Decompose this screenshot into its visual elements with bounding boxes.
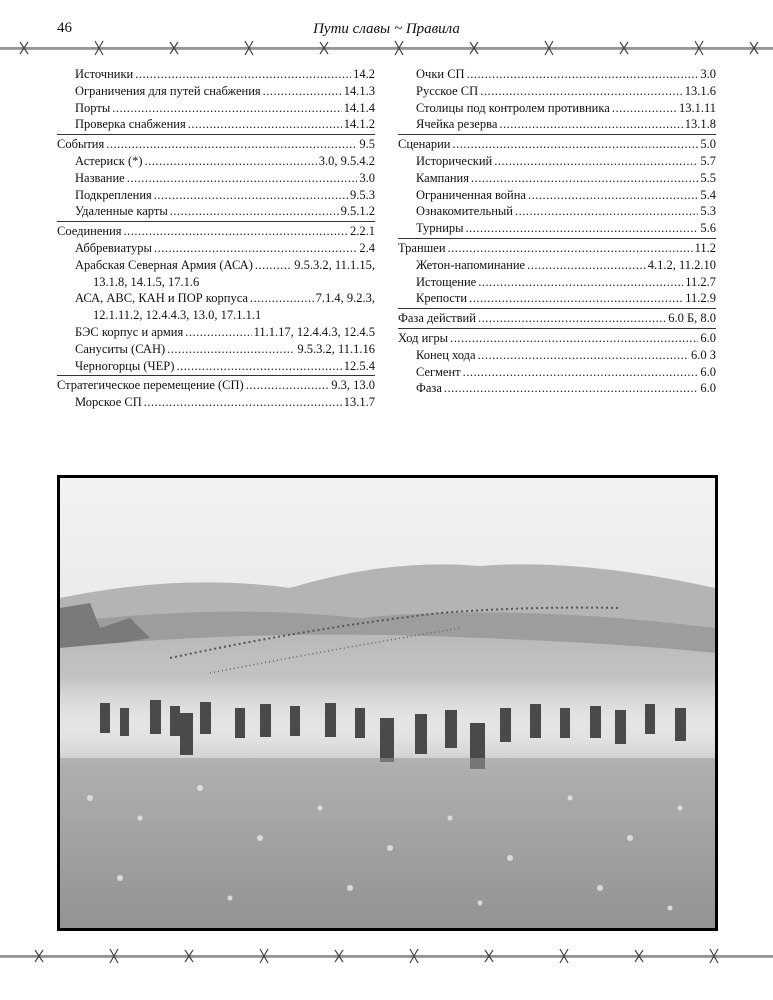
index-entry-label: Русское СП: [416, 83, 479, 98]
index-subentry: [398, 83, 716, 100]
index-entry-reference: 7.1.4, 9.2.3,: [315, 291, 375, 306]
index-subentry: [398, 116, 716, 133]
index-entry-label: Фаза: [416, 381, 442, 396]
index-entry-reference: 9.5.3.2, 11.1.15,: [294, 257, 375, 272]
index-subentry: [398, 170, 716, 187]
index-subentry: [398, 220, 716, 237]
dot-leader: [463, 364, 699, 381]
index-entry-reference: 9.3, 13.0: [331, 378, 375, 393]
dot-leader: [478, 347, 689, 364]
dot-leader: [124, 223, 348, 240]
index-entry-label: Фаза действий: [398, 311, 476, 326]
index-entry-label: Ознакомительный: [416, 204, 513, 219]
index-entry-label: Траншеи: [398, 240, 446, 255]
index-subentry: [57, 257, 375, 274]
index-subentry: [398, 364, 716, 381]
index-subentry: [57, 324, 375, 341]
index-entry-label: Сегмент: [416, 364, 461, 379]
dot-leader: [469, 290, 683, 307]
index-subentry: [398, 257, 716, 274]
index-subentry: [398, 203, 716, 220]
index-entry-label: Жетон-напоминание: [416, 257, 526, 272]
dot-leader: [145, 153, 317, 170]
index-entry-label: Арабская Северная Армия (АСА): [75, 257, 253, 272]
index-entry-reference: 11.2.7: [685, 274, 716, 289]
page-number: 46: [57, 20, 72, 36]
index-entry-reference: 5.3: [700, 204, 716, 219]
index-entry-label: Исторический: [416, 153, 493, 168]
index-entry-reference: 14.1.4: [343, 100, 375, 115]
index-entry-reference: 6.0 Б, 8.0: [668, 311, 716, 326]
index-entry-label: Источники: [75, 67, 134, 81]
index-entry-label: События: [57, 137, 105, 152]
section-divider: [398, 328, 716, 329]
index-subentry: [57, 66, 375, 83]
marching-soldiers-field-icon: [60, 478, 715, 928]
index-entry-label: Крепости: [416, 291, 468, 306]
index-entry-reference: 13.1.8: [684, 117, 716, 132]
index-entry-reference: 9.5.3.2, 11.1.16: [297, 341, 375, 356]
index-entry-label: БЭС корпус и армия: [75, 324, 184, 339]
index-right-column: [398, 66, 716, 397]
dot-leader: [176, 358, 341, 375]
index-entry-label: Морское СП: [75, 395, 142, 410]
index-entry-reference: 13.1.6: [684, 83, 716, 98]
index-entry-continuation: 12.1.11.2, 12.4.4.3, 13.0, 17.1.1.1: [93, 308, 262, 323]
dot-leader: [471, 170, 698, 187]
dot-leader: [527, 257, 646, 274]
index-entry-label: Аббревиатуры: [75, 240, 152, 255]
dot-leader: [612, 100, 677, 117]
index-entry-label: Турниры: [416, 221, 464, 236]
index-entry-reference: 14.1.2: [343, 117, 375, 132]
index-entry-reference: 3.0: [359, 170, 375, 185]
dot-leader: [135, 66, 351, 83]
dot-leader: [448, 240, 693, 257]
running-title: Пути славы ~ Правила: [313, 21, 460, 37]
index-subentry: [57, 394, 375, 411]
index-subentry: [57, 240, 375, 257]
index-entry-label: Астериск (*): [75, 153, 143, 168]
index-entry-label: Истощение: [416, 274, 477, 289]
dot-leader: [170, 203, 339, 220]
index-entry: [57, 377, 375, 394]
section-divider: [57, 134, 375, 135]
index-subentry: [57, 100, 375, 117]
dot-leader: [154, 240, 357, 257]
index-entry: [57, 136, 375, 153]
index-subentry: [398, 66, 716, 83]
index-entry-label: Стратегическое перемещение (СП): [57, 378, 244, 393]
dot-leader: [478, 310, 666, 327]
dot-leader: [444, 380, 698, 397]
dot-leader: [127, 170, 358, 187]
index-entry-reference: 11.2: [694, 240, 716, 255]
index-subentry: [57, 83, 375, 100]
index-entry-label: Сануситы (САН): [75, 341, 166, 356]
dot-leader: [478, 274, 683, 291]
index-entry: [398, 310, 716, 327]
index-subentry: [57, 203, 375, 220]
index-entry-label: Сценарии: [398, 137, 451, 152]
dot-leader: [250, 290, 314, 307]
index-entry-reference: 11.2.9: [685, 291, 716, 306]
index-subentry: [57, 290, 375, 307]
section-divider: [398, 308, 716, 309]
dot-leader: [528, 187, 698, 204]
dot-leader: [494, 153, 698, 170]
index-entry-label: Очки СП: [416, 67, 465, 81]
dot-leader: [185, 324, 251, 341]
index-entry-reference: 6.0 З: [690, 347, 716, 362]
section-divider: [398, 238, 716, 239]
historical-photo: [57, 475, 718, 931]
index-left-column: [57, 66, 375, 411]
index-subentry: [398, 187, 716, 204]
index-entry-reference: 14.2: [353, 67, 375, 81]
index-subentry: [398, 153, 716, 170]
dot-leader: [450, 330, 698, 347]
index-entry-reference: 14.1.3: [343, 83, 375, 98]
index-entry-label: Ограничения для путей снабжения: [75, 83, 261, 98]
index-entry-reference: 4.1.2, 11.2.10: [647, 257, 716, 272]
index-subentry: [57, 341, 375, 358]
barbed-wire-divider-icon: [0, 944, 773, 968]
index-entry-continuation: 13.1.8, 14.1.5, 17.1.6: [93, 274, 200, 289]
dot-leader: [263, 83, 342, 100]
section-divider: [57, 375, 375, 376]
barbed-wire-divider-icon: [0, 36, 773, 60]
index-entry: [398, 330, 716, 347]
index-subentry: [398, 100, 716, 117]
index-entry-label: АСА, АВС, КАН и ПОР корпуса: [75, 291, 248, 306]
index-entry-reference: 5.7: [700, 153, 716, 168]
index-entry-label: Соединения: [57, 224, 122, 239]
dot-leader: [499, 116, 682, 133]
index-entry-label: Ограниченная война: [416, 187, 526, 202]
dot-leader: [255, 257, 292, 274]
dot-leader: [452, 136, 698, 153]
section-divider: [57, 221, 375, 222]
index-entry-label: Удаленные карты: [75, 204, 168, 219]
index-entry-reference: 6.0: [700, 330, 716, 345]
index-entry-label: Черногорцы (ЧЕР): [75, 358, 175, 373]
index-entry-reference: 2.2.1: [350, 224, 375, 239]
index-entry-reference: 3.0, 9.5.4.2: [318, 153, 375, 168]
index-entry-reference: 2.4: [359, 240, 375, 255]
index-subentry: [398, 380, 716, 397]
dot-leader: [188, 116, 342, 133]
index-entry-label: Ход игры: [398, 330, 449, 345]
index-entry: [398, 240, 716, 257]
index-entry-reference: 6.0: [700, 381, 716, 396]
index-entry-reference: 9.5.1.2: [340, 204, 375, 219]
index-entry-label: Подкрепления: [75, 187, 152, 202]
dot-leader: [480, 83, 683, 100]
index-subentry: [57, 187, 375, 204]
dot-leader: [467, 66, 699, 83]
dot-leader: [515, 203, 698, 220]
index-entry: [57, 223, 375, 240]
index-entry-reference: 5.4: [700, 187, 716, 202]
index-entry-reference: 9.5.3: [350, 187, 375, 202]
index-subentry: [398, 290, 716, 307]
index-entry-reference: 13.1.11: [678, 100, 716, 115]
index-entry-label: Проверка снабжения: [75, 117, 186, 132]
index-subentry: [57, 153, 375, 170]
index-subentry: [398, 347, 716, 364]
section-divider: [398, 134, 716, 135]
index-subentry: [57, 358, 375, 375]
dot-leader: [144, 394, 342, 411]
dot-leader: [112, 100, 342, 117]
dot-leader: [154, 187, 348, 204]
index-entry-reference: 13.1.7: [343, 395, 375, 410]
index-entry-reference: 6.0: [700, 364, 716, 379]
index-entry: [398, 136, 716, 153]
index-entry-reference: 3.0: [700, 67, 716, 81]
index-entry-label: Ячейка резерва: [416, 117, 498, 132]
index-entry-label: Порты: [75, 100, 111, 115]
index-entry-reference: 5.0: [700, 137, 716, 152]
index-entry-reference: 9.5: [359, 137, 375, 152]
index-entry-reference: 11.1.17, 12.4.4.3, 12.4.5: [253, 324, 375, 339]
index-entry-label: Название: [75, 170, 125, 185]
dot-leader: [466, 220, 699, 237]
index-subentry: [57, 170, 375, 187]
index-entry-label: Кампания: [416, 170, 469, 185]
index-entry-label: Конец хода: [416, 347, 476, 362]
dot-leader: [106, 136, 357, 153]
dot-leader: [167, 341, 295, 358]
index-subentry: [398, 274, 716, 291]
index-entry-reference: 12.5.4: [343, 358, 375, 373]
index-subentry: [57, 116, 375, 133]
index-entry-reference: 5.6: [700, 221, 716, 236]
index-entry-reference: 5.5: [700, 170, 716, 185]
index-entry-label: Столицы под контролем противника: [416, 100, 610, 115]
dot-leader: [246, 377, 330, 394]
